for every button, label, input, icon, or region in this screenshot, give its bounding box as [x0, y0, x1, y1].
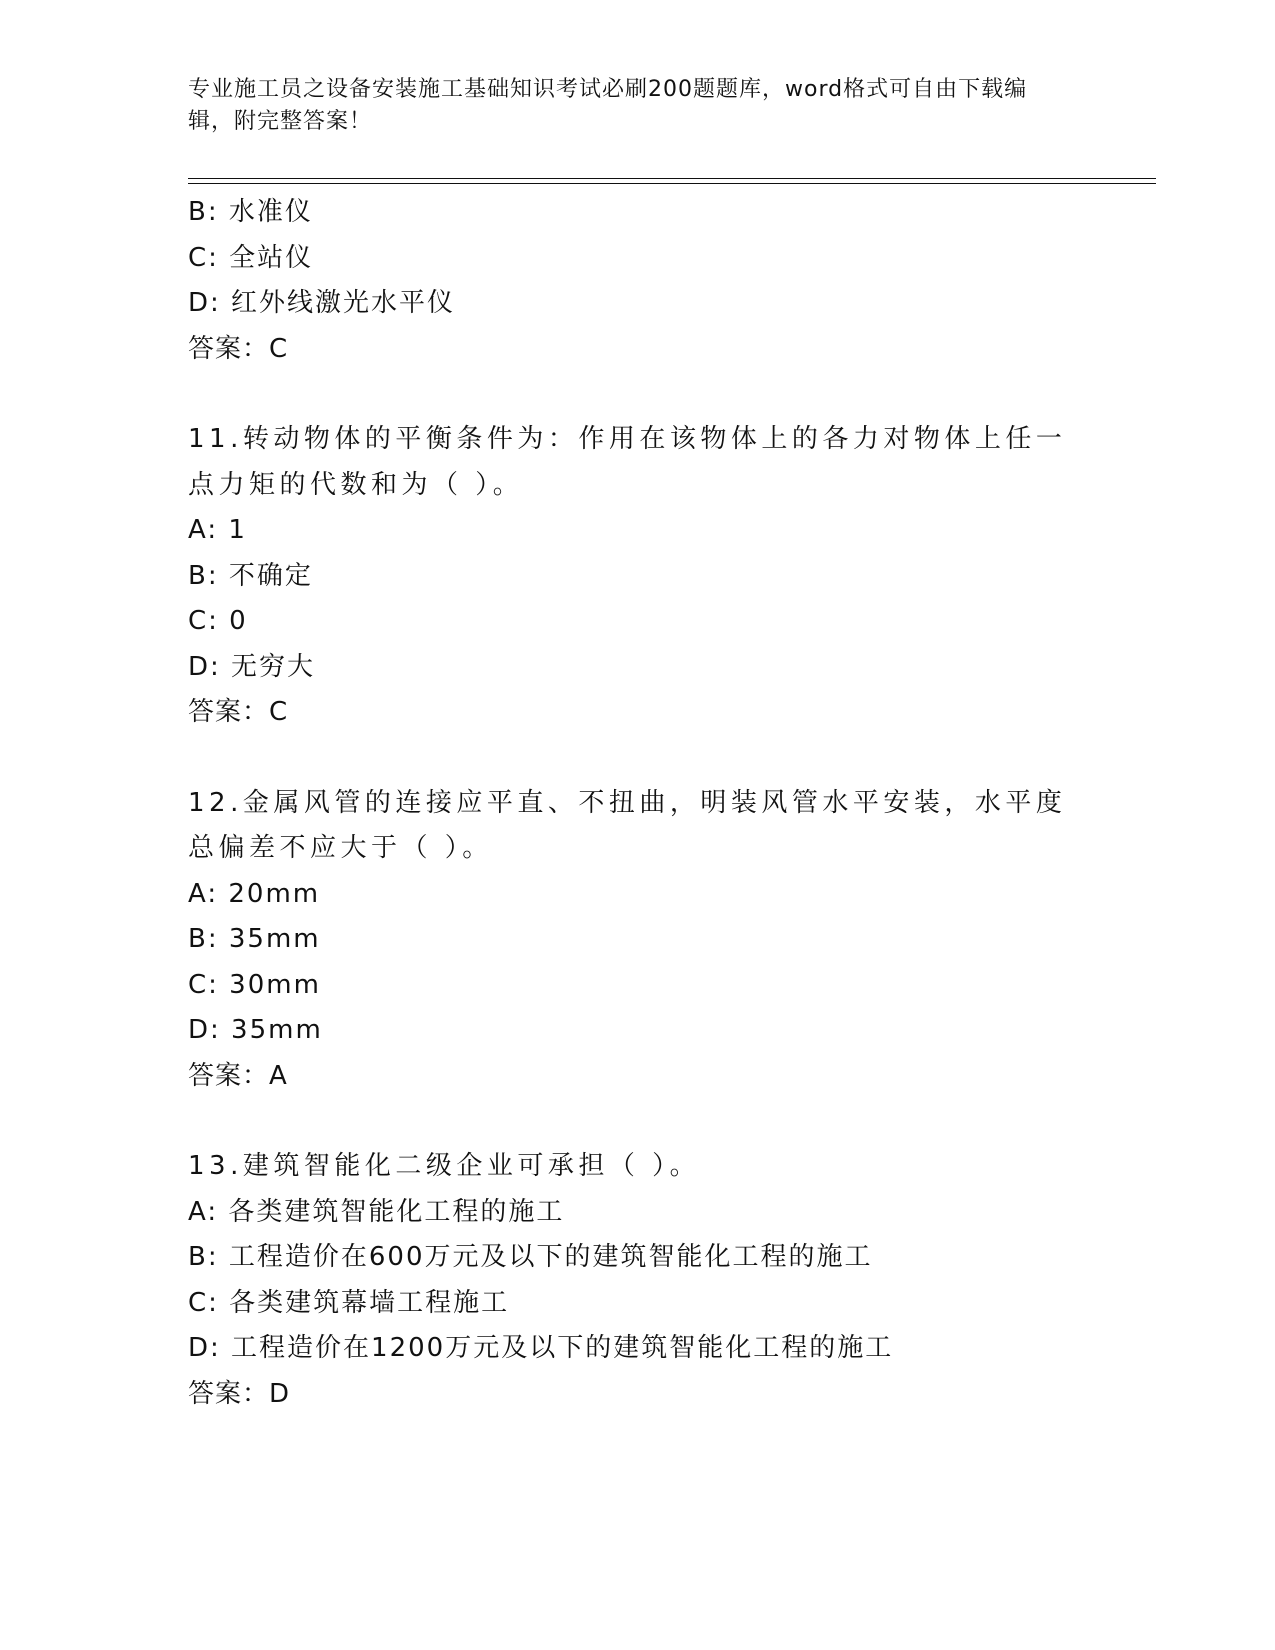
option-c: C: 30mm	[188, 969, 321, 1000]
question-text: 12.金属风管的连接应平直、不扭曲，明装风管水平安装，水平度总偏差不应大于（ ）。	[188, 787, 1067, 863]
option-b: B: 不确定	[188, 560, 313, 591]
block-spacer	[188, 1099, 1088, 1144]
question-block	[188, 1144, 1088, 1417]
block-spacer	[188, 736, 1088, 781]
option-d: D: 无穷大	[188, 651, 316, 682]
option-d: D: 35mm	[188, 1015, 323, 1045]
answer-line: 答案：D	[188, 1378, 291, 1409]
block-spacer	[188, 372, 1088, 417]
option-c: C: 全站仪	[188, 242, 314, 273]
option-b: B: 水准仪	[188, 197, 313, 227]
header-rule-bottom	[188, 183, 1156, 184]
option-b: B: 35mm	[188, 924, 321, 954]
header-rule-top	[188, 178, 1156, 179]
answer-line: 答案：C	[188, 697, 289, 727]
option-c: C: 各类建筑幕墙工程施工	[188, 1287, 510, 1318]
question-block	[188, 417, 1088, 736]
option-c: C: 0	[188, 606, 248, 636]
option-d: D: 工程造价在1200万元及以下的建筑智能化工程的施工	[188, 1333, 894, 1363]
question-list	[188, 190, 1088, 1417]
question-text: 13.建筑智能化二级企业可承担（ ）。	[188, 1151, 701, 1181]
option-a: A: 1	[188, 515, 247, 545]
option-a: A: 各类建筑智能化工程的施工	[188, 1196, 565, 1227]
question-text: 11.转动物体的平衡条件为：作用在该物体上的各力对物体上任一点力矩的代数和为（ ）。	[188, 424, 1067, 500]
option-b: B: 工程造价在600万元及以下的建筑智能化工程的施工	[188, 1242, 873, 1272]
option-d: D: 红外线激光水平仪	[188, 288, 456, 318]
answer-line: 答案：A	[188, 1060, 288, 1091]
option-a: A: 20mm	[188, 878, 321, 909]
answer-line: 答案：C	[188, 333, 289, 364]
document-header: 专业施工员之设备安装施工基础知识考试必刷200题题库，word格式可自由下载编辑，附完整答案！	[188, 77, 1028, 134]
question-block	[188, 190, 1088, 372]
question-block	[188, 781, 1088, 1100]
